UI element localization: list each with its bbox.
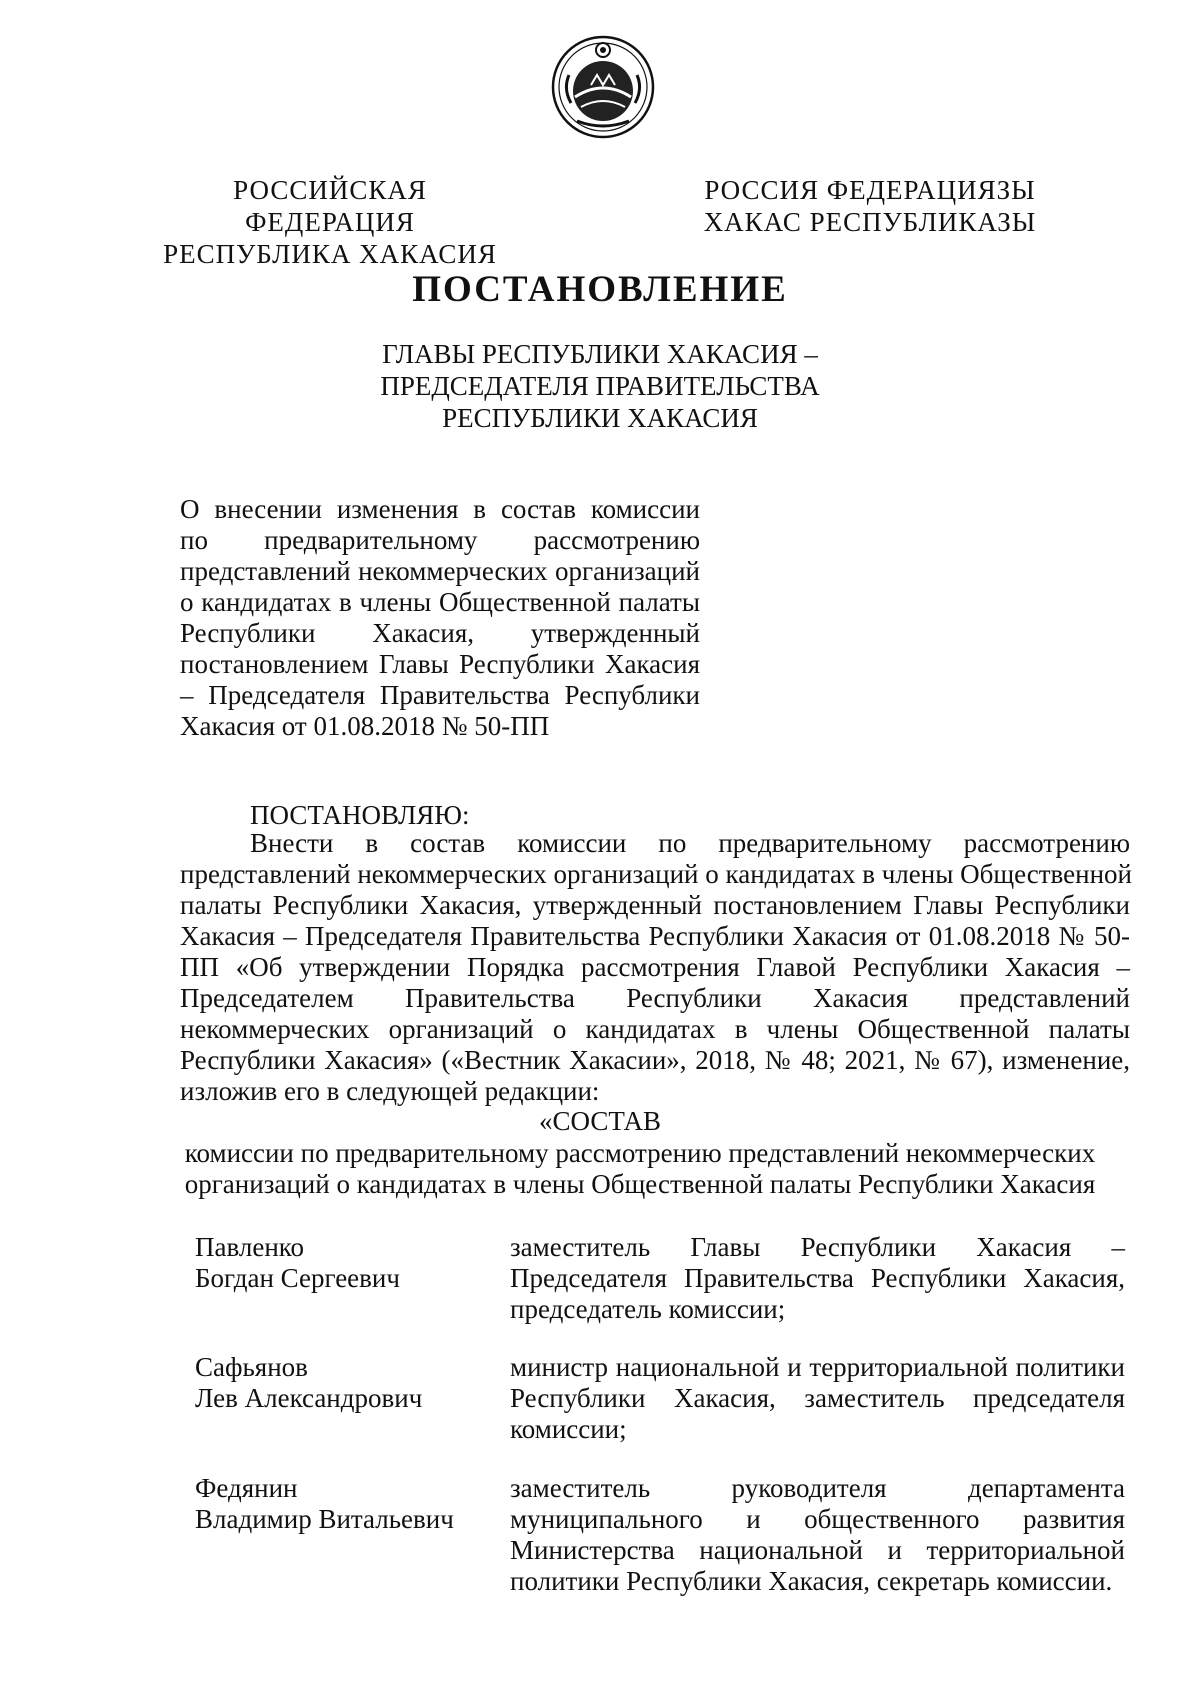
subject-line: Республики Хакасия, утвержденный [180,618,700,648]
issuer-title-line: РЕСПУБЛИКИ ХАКАСИЯ [442,403,758,433]
issuer-title [300,338,900,434]
subject-line: Хакасия от 01.08.2018 № 50-ПП [180,711,550,741]
body-line: изложив его в следующей редакции: [180,1076,600,1106]
header-right-line1: РОССИЯ ФЕДЕРАЦИЯЗЫ [704,175,1036,205]
composition-subtitle-line: организаций о кандидатах в члены Общественной палаты Республики Хакасия [184,1169,1096,1199]
member-role-line: Министерства национальной и территориальной [510,1535,1125,1565]
header-left-line2: РЕСПУБЛИКА ХАКАСИЯ [163,239,497,269]
composition-subtitle [160,1138,1120,1200]
body-line: представлений некоммерческих организаций о кандидатах в члены Общественной [180,859,1132,889]
member-role [510,1232,1125,1325]
issuer-title-line: ПРЕДСЕДАТЕЛЯ ПРАВИТЕЛЬСТВА [380,371,820,401]
member-role-line: министр национальной и территориальной политики [510,1352,1125,1382]
subject-line: – Председателя Правительства Республики [180,680,700,710]
subject-block [180,494,700,742]
member-name [195,1473,495,1535]
body-line: Внести в состав комиссии по предварительному рассмотрению [250,828,1130,858]
member-given-name: Лев Александрович [195,1383,423,1413]
body-line: Председателем Правительства Республики Хакасия представлений [180,983,1130,1013]
body-line: палаты Республики Хакасия, утвержденный постановлением Главы Республики [180,890,1130,920]
composition-title: «СОСТАВ [538,1106,661,1136]
coat-of-arms-emblem [551,35,655,139]
header-right [690,174,1050,238]
header-left-line1: РОССИЙСКАЯ ФЕДЕРАЦИЯ [233,175,427,237]
issuer-title-line: ГЛАВЫ РЕСПУБЛИКИ ХАКАСИЯ – [382,339,818,369]
body-paragraph [180,828,1130,1107]
member-role-line: Республики Хакасия, заместитель председателя [510,1383,1125,1413]
document-title: ПОСТАНОВЛЕНИЕ [412,269,788,310]
member-surname: Павленко [195,1232,305,1262]
body-line: некоммерческих организаций о кандидатах в члены Общественной палаты [180,1014,1130,1044]
subject-line: о кандидатах в члены Общественной палаты [180,587,700,617]
subject-line: О внесении изменения в состав комиссии [180,494,700,524]
subject-line: по предварительному рассмотрению [180,525,700,555]
member-role-line: муниципального и общественного развития [510,1504,1125,1534]
member-role-line: председатель комиссии; [510,1294,786,1324]
body-line: ПП «Об утверждении Порядка рассмотрения Главой Республики Хакасия – [180,952,1130,982]
member-name [195,1232,495,1294]
member-role [510,1473,1125,1597]
member-role [510,1352,1125,1445]
header-right-line2: ХАКАС РЕСПУБЛИКАЗЫ [703,207,1037,237]
member-given-name: Богдан Сергеевич [195,1263,400,1293]
composition-subtitle-line: комиссии по предварительному рассмотрению представлений некоммерческих [184,1138,1096,1168]
subject-line: представлений некоммерческих организаций [180,556,700,586]
member-role-line: политики Республики Хакасия, секретарь комиссии. [510,1566,1113,1596]
member-surname: Сафьянов [195,1352,308,1382]
member-role-line: Председателя Правительства Республики Хакасия, [510,1263,1125,1293]
body-line: Республики Хакасия» («Вестник Хакасии», 2018, № 48; 2021, № 67), изменение, [180,1045,1130,1075]
member-role-line: заместитель Главы Республики Хакасия – [510,1232,1125,1262]
member-role-line: заместитель руководителя департамента [510,1473,1125,1503]
decree-word: ПОСТАНОВЛЯЮ: [250,800,470,830]
body-line: Хакасия – Председателя Правительства Республики Хакасия от 01.08.2018 № 50- [180,921,1130,951]
header-left [150,174,510,270]
member-surname: Федянин [195,1473,298,1503]
member-given-name: Владимир Витальевич [195,1504,454,1534]
member-name [195,1352,495,1414]
member-role-line: комиссии; [510,1414,627,1444]
subject-line: постановлением Главы Республики Хакасия [180,649,700,679]
